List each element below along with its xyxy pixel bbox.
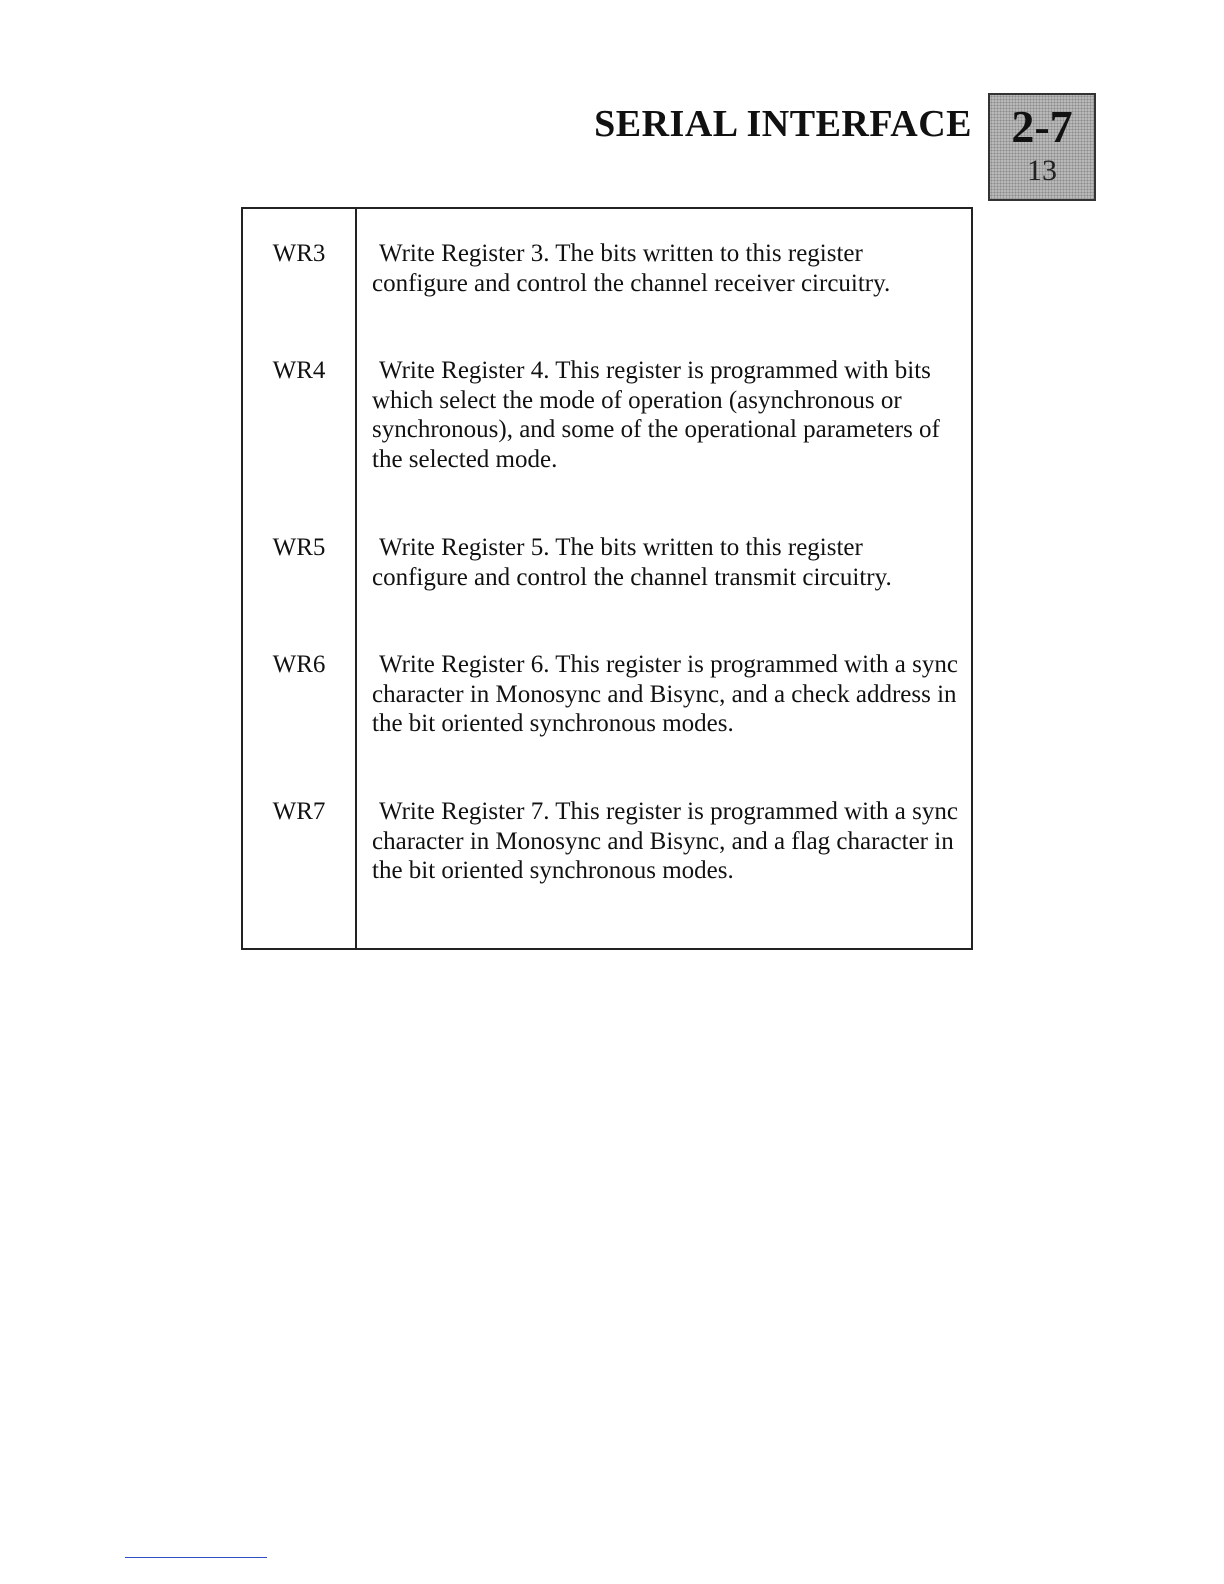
- table-column-divider: [355, 209, 357, 948]
- register-description: Write Register 6. This register is programmed with a sync character in Monosync and Bisync, and a check address in the bit oriented synchronous modes.: [372, 651, 958, 737]
- page-number: 13: [1027, 154, 1057, 187]
- footer-rule: [125, 1557, 267, 1558]
- register-name: WR6: [272, 651, 326, 678]
- chapter-number: 2-7: [1011, 101, 1073, 152]
- register-name: WR7: [272, 798, 326, 825]
- register-description: Write Register 3. The bits written to this register configure and control the channel receiver circuitry.: [372, 240, 891, 297]
- register-description: Write Register 5. The bits written to this register configure and control the channel transmit circuitry.: [372, 534, 892, 591]
- register-name: WR5: [272, 534, 326, 561]
- register-description: Write Register 4. This register is programmed with bits which select the mode of operation (asynchronous or synchronous), and some of the operational parameters of the selected mode.: [372, 357, 940, 473]
- section-title: SERIAL INTERFACE: [594, 103, 972, 145]
- register-name: WR3: [272, 240, 326, 267]
- register-description: Write Register 7. This register is programmed with a sync character in Monosync and Bisync, and a flag character in the bit oriented synchronous modes.: [372, 798, 958, 884]
- register-name: WR4: [272, 357, 326, 384]
- chapter-tab: [988, 93, 1096, 201]
- register-table: [241, 207, 973, 950]
